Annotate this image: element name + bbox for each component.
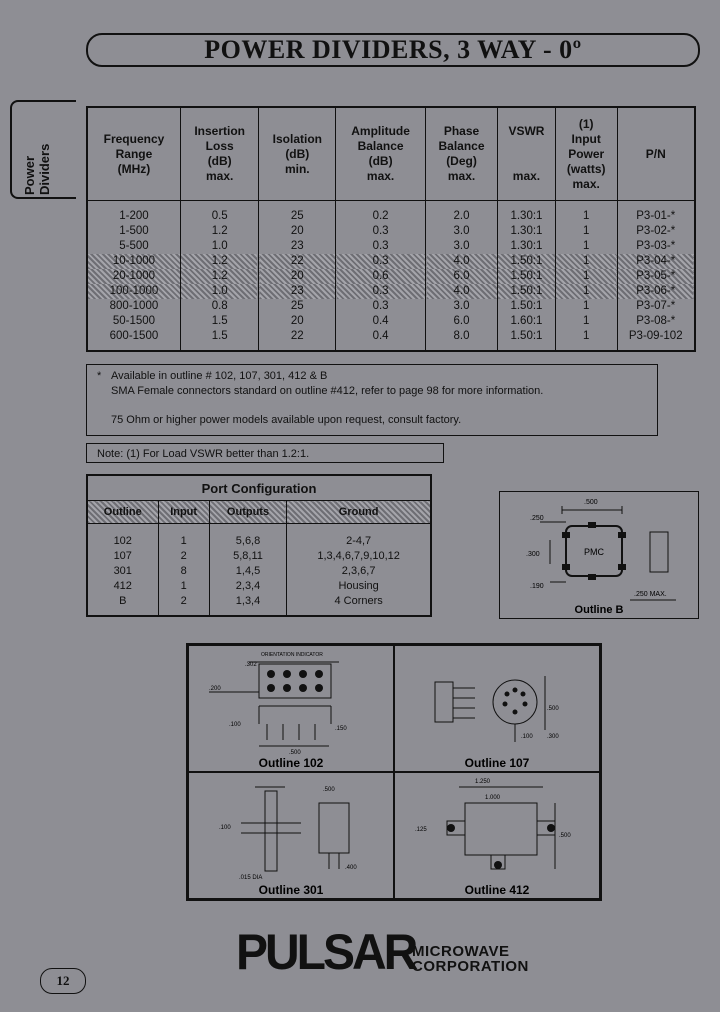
table-cell: 1.2 (180, 254, 259, 269)
table-cell: 5,6,8 (209, 524, 286, 550)
table-cell: P3-04-* (617, 254, 695, 269)
table-cell: 2,3,4 (209, 579, 286, 594)
table-cell: 10-1000 (87, 254, 180, 269)
table-cell: P3-02-* (617, 224, 695, 239)
table-cell: 2-4,7 (287, 524, 431, 550)
spec-header-line: Balance (357, 139, 404, 153)
table-cell: 6.0 (426, 269, 498, 284)
table-row (87, 269, 695, 284)
table-cell: 0.3 (336, 284, 426, 299)
table-row (87, 329, 695, 344)
port-header-1: Input (158, 501, 209, 524)
table-cell: 1.5 (180, 314, 259, 329)
table-cell: P3-08-* (617, 314, 695, 329)
table-cell (498, 344, 556, 351)
table-cell (287, 609, 431, 616)
outline-301-dim-4: .400 (345, 865, 357, 871)
outline-107-panel (394, 645, 600, 772)
table-row (87, 224, 695, 239)
table-cell: 1 (555, 299, 617, 314)
table-cell: 1.60:1 (498, 314, 556, 329)
table-cell: 1.0 (180, 239, 259, 254)
outline-301-dim-3: .015 DIA (239, 875, 263, 881)
spec-header-line: max. (366, 169, 395, 183)
table-row (87, 549, 431, 564)
table-cell: 0.6 (336, 269, 426, 284)
table-cell: 5-500 (119, 240, 149, 252)
table-cell: 0.3 (336, 299, 426, 314)
table-cell: 1 (555, 284, 617, 299)
outline-102-note: ORIENTATION INDICATOR (261, 652, 323, 658)
table-cell: 1 (555, 239, 617, 254)
spec-header-line: Loss (205, 139, 234, 153)
table-cell: 600-1500 (109, 330, 159, 342)
table-cell: 1.30:1 (498, 224, 556, 239)
spec-header-line: (dB) (207, 154, 232, 168)
table-cell: 20 (259, 314, 336, 329)
outline-b-dim-3: .300 (526, 551, 540, 558)
note-star: * (97, 370, 102, 382)
table-cell: 1.30:1 (498, 239, 556, 254)
outline-b-dim-5: .250 MAX. (634, 591, 667, 598)
spec-header-line (500, 139, 553, 154)
outline-b-pmc-label: PMC (584, 547, 604, 557)
table-cell (259, 344, 336, 351)
table-cell: 25 (259, 201, 336, 225)
spec-header-line: Insertion (194, 124, 246, 138)
spec-header-2 (259, 107, 336, 201)
table-cell (87, 609, 158, 616)
table-row (87, 594, 431, 609)
outline-301-caption: Outline 301 (258, 883, 324, 897)
table-row (87, 284, 695, 299)
company-name (412, 944, 529, 974)
note-line-2: SMA Female connectors standard on outline #412, refer to page 98 for more information. (111, 385, 544, 397)
table-cell: 1.50:1 (498, 254, 556, 269)
table-cell: 20 (259, 224, 336, 239)
table-cell (158, 609, 209, 616)
table-cell: 0.4 (336, 329, 426, 344)
spec-header-line: (1) (578, 116, 594, 131)
outline-b-dim-4: .190 (530, 583, 544, 590)
table-row (87, 201, 695, 225)
spec-header-0 (87, 107, 180, 201)
table-spacer (87, 344, 695, 351)
table-cell: Housing (287, 579, 431, 594)
table-cell: 1.50:1 (498, 299, 556, 314)
table-cell: 1.2 (180, 269, 259, 284)
outline-107-caption: Outline 107 (464, 756, 530, 770)
spec-table (86, 106, 696, 352)
spec-header-line: max. (206, 169, 234, 183)
outline-412-caption: Outline 412 (464, 883, 530, 897)
table-cell: 3.0 (426, 224, 498, 239)
table-cell: 1.30:1 (498, 201, 556, 225)
table-spacer (87, 609, 431, 616)
table-cell: P3-06-* (617, 284, 695, 299)
port-config-title: Port Configuration (87, 475, 431, 501)
spec-header-line: P/N (645, 146, 666, 161)
pulsar-logo: PULSAR (236, 924, 416, 981)
spec-header-line: max. (572, 176, 600, 191)
table-cell: 1.50:1 (498, 284, 556, 299)
outline-107-drawing (395, 646, 599, 771)
spec-header-line: VSWR (508, 124, 545, 138)
outline-107-dim-3: .300 (547, 734, 559, 740)
table-cell: 4.0 (426, 284, 498, 299)
table-cell: 1,4,5 (209, 564, 286, 579)
table-cell: 1,3,4 (209, 594, 286, 609)
table-cell (87, 344, 180, 351)
outline-102-caption: Outline 102 (258, 756, 324, 770)
outline-412-dim-1: 1.250 (475, 779, 491, 785)
table-row (87, 254, 695, 269)
table-cell: 107 (113, 550, 132, 562)
port-header-2: Outputs (209, 501, 286, 524)
table-row (87, 579, 431, 594)
outline-102-drawing (189, 646, 393, 771)
table-cell: 1.50:1 (498, 269, 556, 284)
table-cell (617, 344, 695, 351)
port-header-0: Outline (87, 501, 158, 524)
table-cell: 2 (158, 549, 209, 564)
table-cell: 800-1000 (109, 300, 159, 312)
spec-header-4 (426, 107, 498, 201)
outline-102-dim-3: .500 (289, 750, 301, 756)
spec-header-line: (dB) (285, 146, 310, 161)
table-cell: P3-09-102 (617, 329, 695, 344)
outline-301-drawing (189, 773, 393, 898)
table-cell: 1-200 (119, 210, 149, 222)
table-cell: 6.0 (426, 314, 498, 329)
table-cell: 1 (555, 224, 617, 239)
table-cell: 22 (259, 329, 336, 344)
outline-102-dim-4: .150 (335, 726, 347, 732)
table-cell: 0.3 (336, 254, 426, 269)
table-cell: 0.5 (180, 201, 259, 225)
table-cell: 8.0 (426, 329, 498, 344)
table-row (87, 299, 695, 314)
table-cell: 301 (113, 565, 132, 577)
outline-b-box (499, 491, 699, 619)
table-row (87, 564, 431, 579)
outline-b-drawing (500, 492, 698, 618)
page-number: 12 (40, 968, 86, 994)
table-cell: 1 (555, 329, 617, 344)
outline-412-drawing (395, 773, 599, 898)
table-cell: 1 (555, 201, 617, 225)
outline-107-dim-2: .100 (521, 734, 533, 740)
table-cell: 1 (158, 579, 209, 594)
outline-412-panel (394, 772, 600, 899)
vswr-note: Note: (1) For Load VSWR better than 1.2:1. (86, 443, 444, 463)
outline-b-dim-2: .250 (530, 515, 544, 522)
table-cell: P3-01-* (617, 201, 695, 225)
table-cell: P3-03-* (617, 239, 695, 254)
table-cell: 22 (259, 254, 336, 269)
spec-header-line: (dB) (368, 154, 393, 168)
spec-header-line: Frequency (103, 131, 165, 146)
spec-header-1 (180, 107, 259, 201)
table-cell: 0.3 (336, 224, 426, 239)
spec-header-line: (watts) (566, 161, 606, 176)
table-cell (336, 344, 426, 351)
table-cell: 1 (158, 524, 209, 550)
outline-102-dim-1: .302 (245, 662, 257, 668)
note-line-3: 75 Ohm or higher power models available upon request, consult factory. (111, 414, 462, 426)
spec-header-line: Power (568, 146, 605, 161)
table-cell: 2.0 (426, 201, 498, 225)
spec-header-7 (617, 107, 695, 201)
table-cell: 0.4 (336, 314, 426, 329)
outline-b-caption: Outline B (574, 604, 624, 616)
table-cell: 1.5 (180, 329, 259, 344)
outline-412-dim-2: 1.000 (485, 795, 501, 801)
spec-header-line: Phase (443, 124, 480, 138)
notes-box (86, 364, 658, 436)
spec-header-line: Isolation (272, 131, 322, 146)
spec-header-line (500, 154, 553, 169)
outline-412-dim-4: .500 (559, 833, 571, 839)
outline-102-dim-2: .200 (209, 686, 221, 692)
table-cell: 3.0 (426, 299, 498, 314)
table-cell: 20-1000 (87, 269, 180, 284)
outline-412-dim-3: .125 (415, 827, 427, 833)
table-cell: 0.2 (336, 201, 426, 225)
outline-102-panel (188, 645, 394, 772)
table-cell: 5,8,11 (209, 549, 286, 564)
table-cell: 1 (555, 269, 617, 284)
table-cell: 1 (555, 254, 617, 269)
table-cell (555, 344, 617, 351)
table-cell: B (119, 595, 127, 607)
table-cell: 0.8 (180, 299, 259, 314)
table-cell: 20 (259, 269, 336, 284)
table-cell: 0.3 (336, 239, 426, 254)
spec-header-6 (555, 107, 617, 201)
spec-header-line: Balance (438, 139, 485, 153)
table-cell: 1.2 (180, 224, 259, 239)
port-config-table (86, 474, 432, 617)
table-cell: 412 (113, 580, 132, 592)
table-cell: 100-1000 (87, 284, 180, 299)
outline-301-dim-1: .500 (323, 787, 335, 793)
table-cell: 102 (113, 535, 132, 547)
table-cell: P3-05-* (617, 269, 695, 284)
note-line-1: Available in outline # 102, 107, 301, 412 & B (111, 370, 328, 382)
table-cell: 8 (158, 564, 209, 579)
table-cell: 1.0 (180, 284, 259, 299)
table-row (87, 314, 695, 329)
table-cell: 1 (555, 314, 617, 329)
spec-header-line: Input (571, 131, 601, 146)
outline-107-dim-1: .500 (547, 706, 559, 712)
spec-header-line: (Deg) (446, 154, 477, 168)
section-tab-label: Power Dividers (22, 143, 52, 195)
table-cell (426, 344, 498, 351)
table-cell: 23 (259, 284, 336, 299)
table-cell: 1.50:1 (498, 329, 556, 344)
outline-301-panel (188, 772, 394, 899)
spec-header-line: min. (284, 161, 310, 176)
table-cell: 1-500 (119, 225, 149, 237)
spec-header-3 (336, 107, 426, 201)
table-cell: P3-07-* (617, 299, 695, 314)
table-cell: 50-1500 (112, 315, 156, 327)
table-cell: 2 (158, 594, 209, 609)
spec-header-line: Range (115, 146, 153, 161)
spec-header-5 (498, 107, 556, 201)
table-cell: 4 Corners (287, 594, 431, 609)
company-name-line-1: MICROWAVE (412, 943, 510, 960)
outline-b-dim-1: .500 (584, 499, 598, 506)
table-cell: 2,3,6,7 (287, 564, 431, 579)
table-row (87, 239, 695, 254)
outline-301-dim-2: .100 (219, 825, 231, 831)
table-cell: 25 (259, 299, 336, 314)
table-cell: 1,3,4,6,7,9,10,12 (287, 549, 431, 564)
table-cell (180, 344, 259, 351)
outline-drawings (186, 643, 602, 901)
port-header-3: Ground (287, 501, 431, 524)
table-cell: 4.0 (426, 254, 498, 269)
spec-header-line: max. (447, 169, 476, 183)
table-row (87, 524, 431, 550)
spec-header-line: max. (512, 169, 541, 183)
table-cell: 23 (259, 239, 336, 254)
spec-header-line: (MHz) (117, 161, 151, 176)
outline-102-dim-5: .100 (229, 722, 241, 728)
spec-header-line: Amplitude (351, 124, 410, 138)
table-cell: 3.0 (426, 239, 498, 254)
company-name-line-2: CORPORATION (412, 958, 529, 975)
table-cell (209, 609, 286, 616)
page-title: POWER DIVIDERS, 3 WAY - 0º (86, 33, 700, 67)
